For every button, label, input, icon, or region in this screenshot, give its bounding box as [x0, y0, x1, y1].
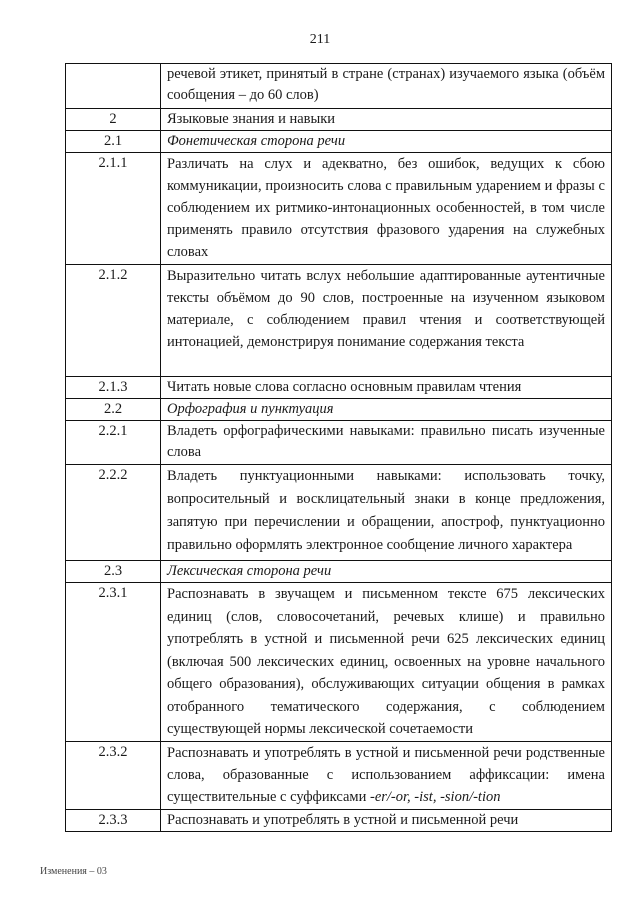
row-number	[66, 64, 161, 109]
curriculum-table	[65, 63, 612, 832]
row-text-main: Распознавать и употреблять в устной и письменной речи родственные слова, образованные с использованием аффиксации: имена существительные с суффиксами	[167, 745, 605, 805]
table-row	[66, 421, 612, 465]
row-text: Языковые знания и навыки	[161, 109, 612, 131]
footer-revision: Изменения – 03	[40, 866, 107, 877]
row-number: 2.2	[66, 399, 161, 421]
row-text: Фонетическая сторона речи	[161, 131, 612, 153]
row-text: Выразительно читать вслух небольшие адаптированные аутентичные тексты объёмом до 90 слов, построенные на изученном языковом материале, с соблюдением правил чтения и соответствующей интонацией, демонстрируя понимание содержания текста	[161, 265, 612, 377]
row-text: речевой этикет, принятый в стране (странах) изучаемого языка (объём сообщения – до 60 слов)	[161, 64, 612, 109]
table-row	[66, 131, 612, 153]
row-number: 2.2.2	[66, 465, 161, 561]
row-number: 2.1.2	[66, 265, 161, 377]
table-row	[66, 810, 612, 832]
suffix-list: -er/-or, -ist, -sion/-tion	[369, 789, 501, 805]
row-text: Распознавать в звучащем и письменном тексте 675 лексических единиц (слов, словосочетаний, речевых клише) и правильно употреблять в устной и письменной речи 625 лексических единиц (включая 500 лексических единиц, освоенных на уровне начального общего образования), обслуживающих ситуации общения в рамках отобранного тематического содержания, с соблюдением существующей нормы лексической сочетаемости	[161, 583, 612, 742]
table-row	[66, 377, 612, 399]
row-number: 2.3.1	[66, 583, 161, 742]
row-text: Различать на слух и адекватно, без ошибок, ведущих к сбою коммуникации, произносить слова с правильным ударением и фразы с соблюдением их ритмико-интонационных особенностей, в том числе применять правило отсутствия фразового ударения на служебных словах	[161, 153, 612, 265]
row-number: 2.1.3	[66, 377, 161, 399]
row-text	[161, 742, 612, 810]
table-row	[66, 465, 612, 561]
row-text: Лексическая сторона речи	[161, 561, 612, 583]
row-number: 2.2.1	[66, 421, 161, 465]
table-row	[66, 153, 612, 265]
row-text: Читать новые слова согласно основным правилам чтения	[161, 377, 612, 399]
table-row	[66, 109, 612, 131]
row-number: 2.3.3	[66, 810, 161, 832]
row-number: 2.3	[66, 561, 161, 583]
table-row	[66, 64, 612, 109]
row-text: Владеть орфографическими навыками: правильно писать изученные слова	[161, 421, 612, 465]
row-text: Орфография и пунктуация	[161, 399, 612, 421]
table-row	[66, 583, 612, 742]
row-number: 2.3.2	[66, 742, 161, 810]
row-number: 2.1.1	[66, 153, 161, 265]
page-number: 211	[309, 32, 331, 47]
row-text: Владеть пунктуационными навыками: использовать точку, вопросительный и восклицательный знаки в конце предложения, запятую при перечислении и обращении, апостроф, пунктуационно правильно оформлять электронное сообщение личного характера	[161, 465, 612, 561]
row-number: 2.1	[66, 131, 161, 153]
table-row	[66, 265, 612, 377]
row-number: 2	[66, 109, 161, 131]
table-row	[66, 742, 612, 810]
table-row	[66, 561, 612, 583]
table-row	[66, 399, 612, 421]
row-text: Распознавать и употреблять в устной и письменной речи	[161, 810, 612, 832]
